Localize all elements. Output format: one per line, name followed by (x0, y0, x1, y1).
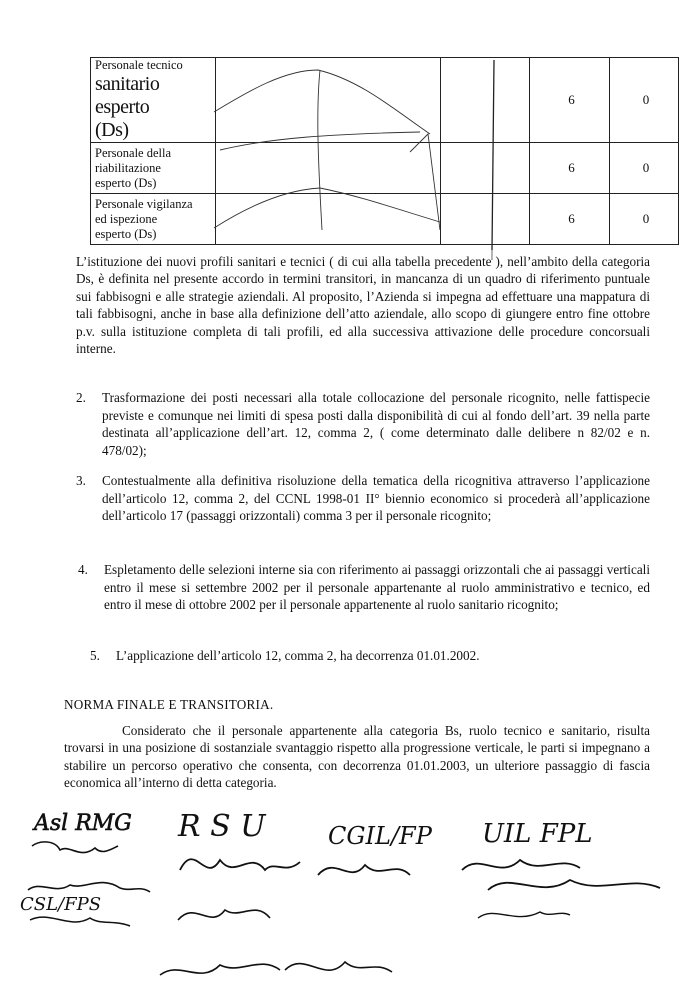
profile-count-cell: 6 (530, 194, 610, 245)
list-item-text: Contestualmente alla definitiva risoluzione della tematica della ricognitiva attraverso l’applicazione dell’articolo 12, comma 2, del CCNL 1998-01 II° biennio economico si procederà all’applicazione dell’articolo 17 (passaggi orizzontali) comma 3 per il personale ricognito; (102, 473, 650, 524)
empty-cell (441, 194, 530, 245)
profile-label-line: Personale tecnico (95, 58, 183, 72)
list-item-number: 2. (76, 390, 86, 405)
table-row (91, 194, 679, 245)
signature-rsu (160, 809, 300, 975)
intro-paragraph: L’istituzione dei nuovi profili sanitari e tecnici ( di cui alla tabella precedente ), nell’ambito della categoria Ds, è definita nel presente accordo in termini transitori, in mancanza di un quadro di riferimento puntuale sui fabbisogni e alle strategie aziendali. Al proposito, l’Azienda si impegna ad effettuare una mappatura di tali fabbisogni, anche in base alla definizione dell’atto aziendale, allo scopo di giungere entro fine ottobre p.v. sulla istituzione completa di tali profili, ed alla successiva attivazione delle procedure concorsuali interne. (76, 254, 650, 357)
list-item (78, 561, 650, 614)
list-item-text: L’applicazione dell’articolo 12, comma 2, ha decorrenza 01.01.2002. (116, 648, 480, 663)
profile-label-line: (Ds) (95, 119, 129, 141)
list-item (76, 389, 650, 459)
table-row (91, 58, 679, 143)
profile-name-cell (91, 58, 216, 143)
profile-label-line: esperto (Ds) (95, 226, 157, 241)
signature-label-cgil: CGIL/FP (328, 822, 432, 850)
empty-cell (441, 58, 530, 143)
profile-name-cell (91, 194, 216, 245)
signature-label-rsu: R S U (178, 809, 266, 844)
profile-label-line: sanitario esperto (95, 73, 160, 118)
list-item (76, 472, 650, 525)
profile-label-line: Personale della (95, 145, 172, 160)
final-paragraph: Considerato che il personale appartenente alla categoria Bs, ruolo tecnico e sanitario, risulta trovarsi in una posizione di sostanziale svantaggio rispetto alla progressione verticale, le parti si impegnano a stabilire un percorso operativo che consenta, con decorrenza 01.01.2003, un ulteriore passaggio di fascia economica all’interno di detta categoria. (64, 723, 650, 791)
signatures-area (0, 800, 700, 997)
section-title: NORMA FINALE E TRANSITORIA. (64, 697, 274, 712)
profile-count-cell: 6 (530, 143, 610, 194)
profile-zero-cell: 0 (610, 58, 679, 143)
table-row (91, 143, 679, 194)
profile-zero-cell: 0 (610, 194, 679, 245)
empty-cell (441, 143, 530, 194)
signature-label-csl: CSL/FPS (20, 894, 102, 915)
list-item (90, 647, 650, 665)
list-item-number: 4. (78, 562, 88, 577)
profile-zero-cell: 0 (610, 143, 679, 194)
signature-csl (20, 894, 101, 915)
empty-cell (216, 143, 441, 194)
list-item-text: Espletamento delle selezioni interne sia con riferimento ai passaggi orizzontali che ai passaggi verticali entro il mese si settembre 2002 per il personale appartenante al ruolo amministrativo e tecnico, ed entro il mese di ottobre 2002 per il personale appartenente al ruolo sanitario ricognito; (104, 562, 650, 613)
list-item-number: 3. (76, 473, 86, 488)
signature-cgil (285, 822, 433, 972)
profile-name-cell (91, 143, 216, 194)
list-item-number: 5. (90, 648, 100, 663)
empty-cell (216, 194, 441, 245)
signature-uil (462, 819, 660, 918)
signature-label-uil: UIL FPL (482, 819, 593, 849)
list-item-text: Trasformazione dei posti necessari alla totale collocazione del personale ricognito, nelle fattispecie previste e comunque nei limiti di spesa posti dalla disponibilità di cui al fondo dell’art. 39 nella parte destinata all’applicazione dell’art. 12, comma 2, ( come determinato dalle delibere n 82/02 e n. 478/02); (102, 390, 650, 458)
staff-profile-table (90, 57, 679, 245)
profile-label-line: ed ispezione (95, 211, 158, 226)
profile-label-line: esperto (Ds) (95, 175, 157, 190)
profile-label-line: Personale vigilanza (95, 196, 193, 211)
profile-label-line: riabilitazione (95, 160, 161, 175)
signature-label-asl: Asl RMG (34, 811, 132, 836)
empty-cell (216, 58, 441, 143)
profile-count-cell: 6 (530, 58, 610, 143)
